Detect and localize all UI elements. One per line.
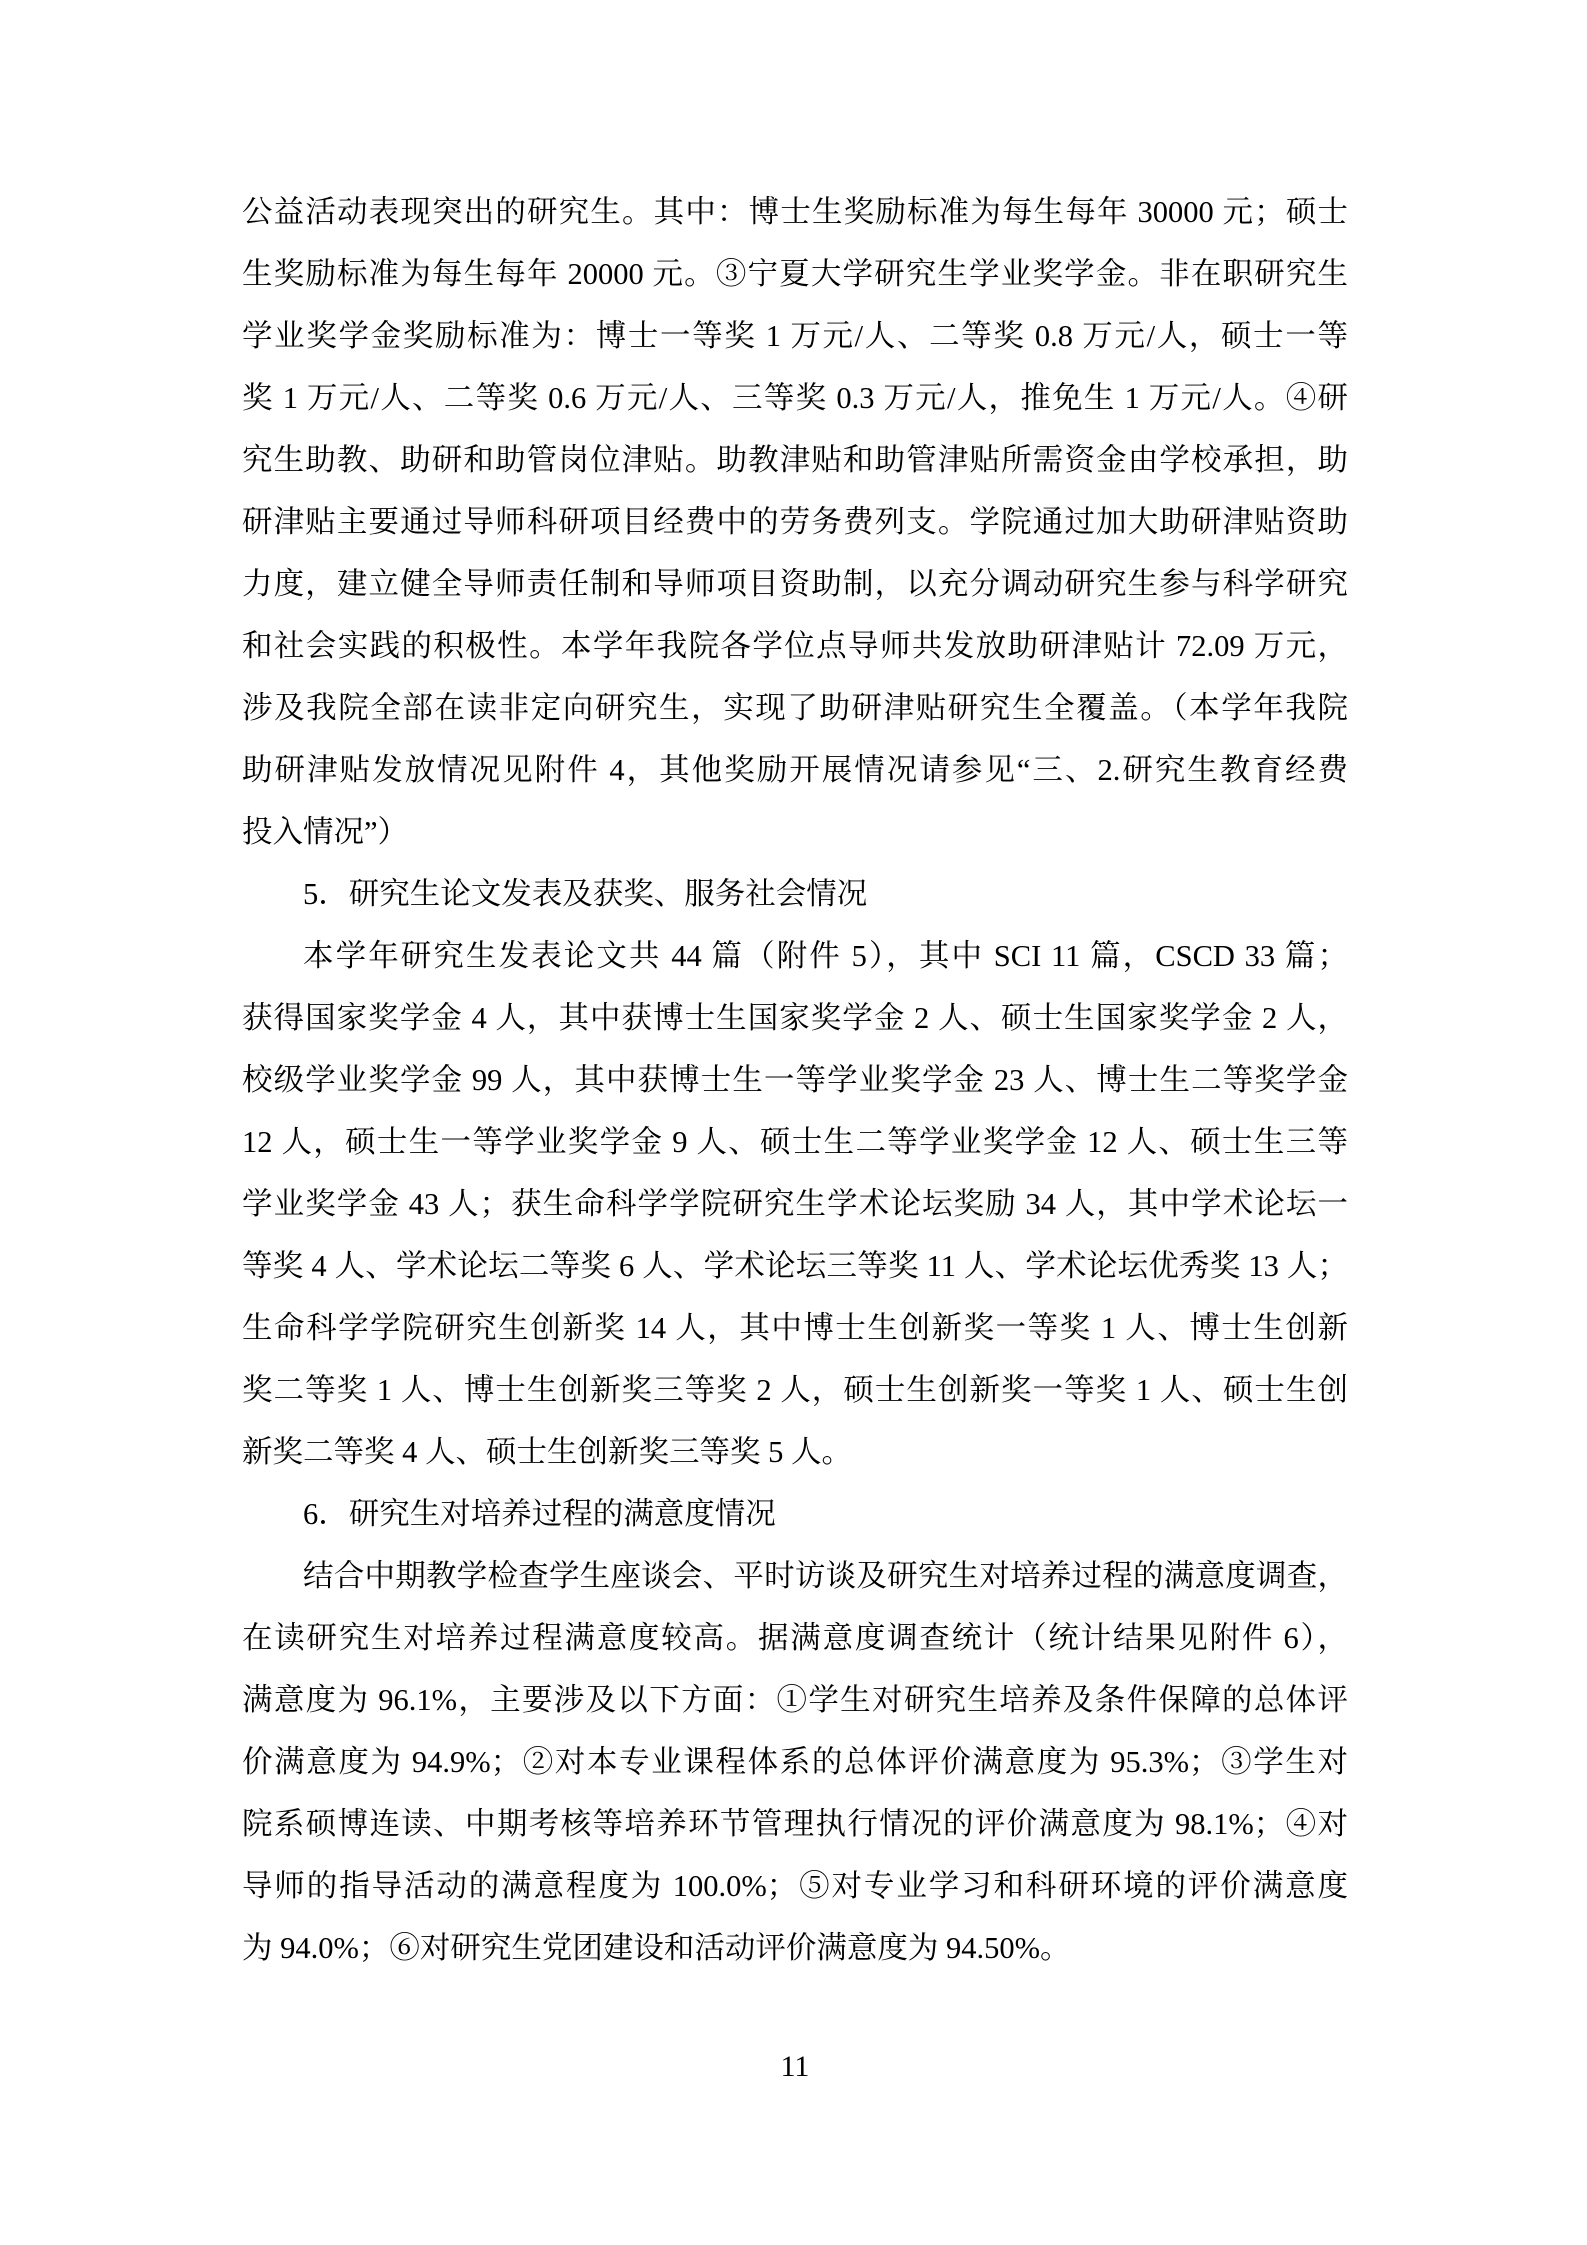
para-satisfaction-line: 满意度为 96.1%，主要涉及以下方面：①学生对研究生培养及条件保障的总体评 [242, 1683, 1348, 1717]
para-awards-line: 12 人，硕士生一等学业奖学金 9 人、硕士生二等学业奖学金 12 人、硕士生三等 [242, 1125, 1348, 1159]
para-awards-line: 本学年研究生发表论文共 44 篇（附件 5），其中 SCI 11 篇，CSCD 33 篇； [303, 939, 1348, 973]
para-awards-line: 等奖 4 人、学术论坛二等奖 6 人、学术论坛三等奖 11 人、学术论坛优秀奖 13 人； [242, 1249, 1348, 1283]
para-satisfaction-line: 院系硕博连读、中期考核等培养环节管理执行情况的评价满意度为 98.1%；④对 [242, 1807, 1348, 1841]
para-awards-line: 生命科学学院研究生创新奖 14 人，其中博士生创新奖一等奖 1 人、博士生创新 [242, 1311, 1348, 1345]
document-body [242, 181, 1348, 1979]
section-5-heading: 5．研究生论文发表及获奖、服务社会情况 [303, 877, 868, 911]
page-footer [242, 2047, 1348, 2087]
para-scholarship-line: 奖 1 万元/人、二等奖 0.6 万元/人、三等奖 0.3 万元/人，推免生 1 万元/人。④研 [242, 381, 1348, 415]
page-number: 11 [780, 2050, 810, 2083]
para-scholarship-line: 涉及我院全部在读非定向研究生，实现了助研津贴研究生全覆盖。（本学年我院 [242, 691, 1348, 725]
para-awards-line: 获得国家奖学金 4 人，其中获博士生国家奖学金 2 人、硕士生国家奖学金 2 人， [242, 1001, 1348, 1035]
para-awards-line: 新奖二等奖 4 人、硕士生创新奖三等奖 5 人。 [242, 1435, 852, 1469]
para-satisfaction-line: 导师的指导活动的满意程度为 100.0%；⑤对专业学习和科研环境的评价满意度 [242, 1869, 1348, 1903]
para-scholarship-line: 生奖励标准为每生每年 20000 元。③宁夏大学研究生学业奖学金。非在职研究生 [242, 257, 1348, 291]
para-satisfaction-line: 为 94.0%；⑥对研究生党团建设和活动评价满意度为 94.50%。 [242, 1931, 1071, 1965]
para-satisfaction-line: 在读研究生对培养过程满意度较高。据满意度调查统计（统计结果见附件 6）， [242, 1621, 1348, 1655]
para-scholarship-line: 研津贴主要通过导师科研项目经费中的劳务费列支。学院通过加大助研津贴资助 [242, 505, 1348, 539]
para-scholarship-line: 究生助教、助研和助管岗位津贴。助教津贴和助管津贴所需资金由学校承担，助 [242, 443, 1348, 477]
para-scholarship-line: 和社会实践的积极性。本学年我院各学位点导师共发放助研津贴计 72.09 万元， [242, 629, 1348, 663]
para-awards-line: 奖二等奖 1 人、博士生创新奖三等奖 2 人，硕士生创新奖一等奖 1 人、硕士生创 [242, 1373, 1348, 1407]
para-awards-line: 校级学业奖学金 99 人，其中获博士生一等学业奖学金 23 人、博士生二等奖学金 [242, 1063, 1348, 1097]
para-scholarship-line: 投入情况”） [242, 815, 409, 849]
para-scholarship-line: 助研津贴发放情况见附件 4，其他奖励开展情况请参见“三、2.研究生教育经费 [242, 753, 1348, 787]
section-6-heading: 6．研究生对培养过程的满意度情况 [303, 1497, 776, 1531]
para-scholarship-line: 公益活动表现突出的研究生。其中：博士生奖励标准为每生每年 30000 元；硕士 [242, 195, 1348, 229]
para-satisfaction-line: 结合中期教学检查学生座谈会、平时访谈及研究生对培养过程的满意度调查， [303, 1559, 1348, 1593]
para-awards-line: 学业奖学金 43 人；获生命科学学院研究生学术论坛奖励 34 人，其中学术论坛一 [242, 1187, 1348, 1221]
para-satisfaction-line: 价满意度为 94.9%；②对本专业课程体系的总体评价满意度为 95.3%；③学生对 [242, 1745, 1348, 1779]
para-scholarship-line: 学业奖学金奖励标准为：博士一等奖 1 万元/人、二等奖 0.8 万元/人，硕士一等 [242, 319, 1348, 353]
para-scholarship-line: 力度，建立健全导师责任制和导师项目资助制，以充分调动研究生参与科学研究 [242, 567, 1348, 601]
